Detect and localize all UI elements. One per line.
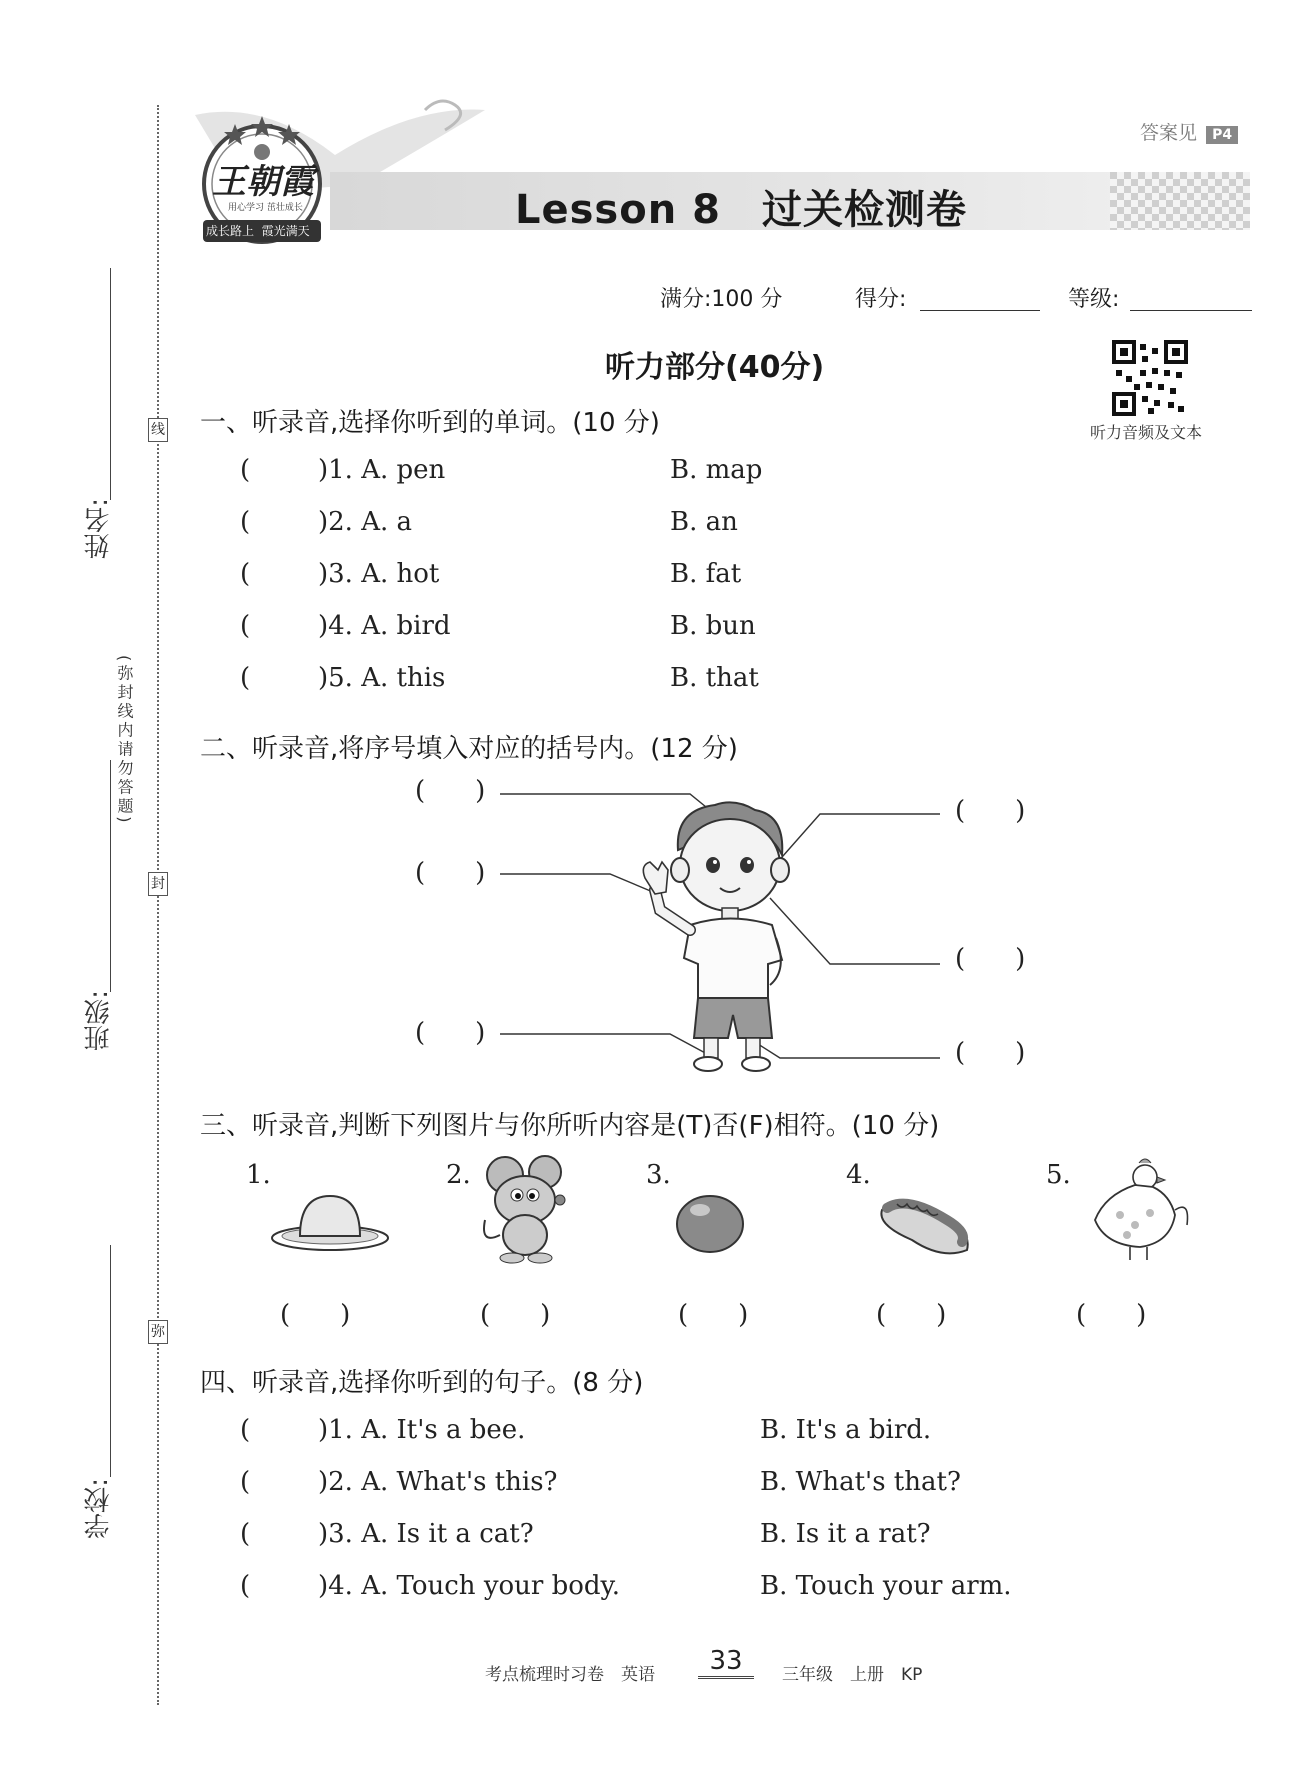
option-a: )1. A. It's a bee. bbox=[318, 1415, 526, 1445]
answer-bracket[interactable]: ( bbox=[240, 455, 251, 485]
page-title: Lesson 8 过关检测卷 bbox=[515, 187, 967, 233]
option-b: B. bun bbox=[670, 611, 756, 641]
label-bracket-right-2[interactable]: ( ) bbox=[955, 944, 1026, 974]
list-item bbox=[240, 663, 1040, 703]
school-blank-line[interactable] bbox=[110, 1245, 111, 1477]
page-number: 33 bbox=[698, 1646, 754, 1679]
picture-label-3: 3. bbox=[646, 1160, 671, 1190]
label-bracket-left-1[interactable]: ( ) bbox=[415, 776, 486, 806]
answer-bracket[interactable]: ( bbox=[240, 1415, 251, 1445]
option-b: B. fat bbox=[670, 559, 742, 589]
logo-slogan: 成长路上 霞光满天 bbox=[206, 224, 310, 238]
footer-right: 三年级 上册 KP bbox=[782, 1665, 923, 1685]
hen-picture bbox=[1075, 1155, 1195, 1265]
qr-caption: 听力音频及文本 bbox=[1090, 423, 1203, 442]
logo-name: 王朝霞 bbox=[212, 162, 314, 202]
section4-title: 四、听录音,选择你听到的句子。(8 分) bbox=[200, 1368, 644, 1398]
label-bracket-left-2[interactable]: ( ) bbox=[415, 858, 486, 888]
full-score: 满分:100 分 bbox=[660, 287, 783, 312]
qr-code-icon[interactable] bbox=[1112, 340, 1188, 416]
footer-left: 考点梳理时习卷 英语 bbox=[485, 1665, 655, 1685]
list-item bbox=[240, 1519, 1140, 1559]
tf-bracket-2[interactable]: ( ) bbox=[480, 1300, 551, 1330]
list-item bbox=[240, 507, 1040, 547]
tf-bracket-1[interactable]: ( ) bbox=[280, 1300, 351, 1330]
section2-title: 二、听录音,将序号填入对应的括号内。(12 分) bbox=[200, 734, 738, 764]
seal-mark-seal: 封 bbox=[148, 872, 168, 896]
picture-label-2: 2. bbox=[446, 1160, 471, 1190]
score-label: 得分: bbox=[855, 287, 907, 312]
picture-label-1: 1. bbox=[246, 1160, 271, 1190]
answer-reference: 答案见 P4 bbox=[1140, 118, 1238, 145]
option-b: B. an bbox=[670, 507, 738, 537]
option-b: B. Touch your arm. bbox=[760, 1571, 1012, 1601]
logo-motto: 用心学习 茁壮成长 bbox=[228, 203, 303, 213]
boy-illustration bbox=[500, 770, 950, 1080]
option-b: B. Is it a rat? bbox=[760, 1519, 931, 1549]
option-b: B. It's a bird. bbox=[760, 1415, 932, 1445]
bun-picture bbox=[268, 1178, 398, 1258]
picture-label-5: 5. bbox=[1046, 1160, 1071, 1190]
score-blank[interactable] bbox=[920, 310, 1040, 311]
seal-mark-mi: 弥 bbox=[148, 1320, 168, 1344]
option-a: )2. A. What's this? bbox=[318, 1467, 558, 1497]
answer-bracket[interactable]: ( bbox=[240, 611, 251, 641]
answer-bracket[interactable]: ( bbox=[240, 559, 251, 589]
option-b: B. What's that? bbox=[760, 1467, 961, 1497]
grade-label: 等级: bbox=[1068, 287, 1120, 312]
label-bracket-right-3[interactable]: ( ) bbox=[955, 1038, 1026, 1068]
option-a: )3. A. Is it a cat? bbox=[318, 1519, 534, 1549]
answer-bracket[interactable]: ( bbox=[240, 1467, 251, 1497]
option-a: )2. A. a bbox=[318, 507, 413, 537]
listening-part-title: 听力部分(40分) bbox=[605, 350, 825, 385]
seal-mark-line: 线 bbox=[148, 418, 168, 442]
class-blank-line[interactable] bbox=[110, 760, 111, 992]
answer-bracket[interactable]: ( bbox=[240, 1571, 251, 1601]
tf-bracket-3[interactable]: ( ) bbox=[678, 1300, 749, 1330]
option-a: )5. A. this bbox=[318, 663, 446, 693]
list-item bbox=[240, 1415, 1140, 1455]
seal-note: (弥封线内请勿答题) bbox=[115, 655, 134, 826]
class-label: 班级: bbox=[84, 990, 114, 1051]
name-blank-line[interactable] bbox=[110, 268, 111, 500]
answer-bracket[interactable]: ( bbox=[240, 1519, 251, 1549]
grade-blank[interactable] bbox=[1130, 310, 1252, 311]
option-b: B. map bbox=[670, 455, 763, 485]
school-label: 学校: bbox=[84, 1478, 114, 1539]
list-item bbox=[240, 1467, 1140, 1507]
checker-pattern bbox=[1110, 172, 1250, 230]
binding-dotted-line bbox=[157, 105, 159, 1705]
option-a: )1. A. pen bbox=[318, 455, 446, 485]
option-b: B. that bbox=[670, 663, 759, 693]
label-bracket-left-3[interactable]: ( ) bbox=[415, 1018, 486, 1048]
list-item bbox=[240, 559, 1040, 599]
option-a: )3. A. hot bbox=[318, 559, 440, 589]
tf-bracket-5[interactable]: ( ) bbox=[1076, 1300, 1147, 1330]
rat-picture bbox=[470, 1150, 590, 1265]
option-a: )4. A. Touch your body. bbox=[318, 1571, 621, 1601]
list-item bbox=[240, 611, 1040, 651]
list-item bbox=[240, 455, 1040, 495]
list-item bbox=[240, 1571, 1140, 1611]
tf-bracket-4[interactable]: ( ) bbox=[876, 1300, 947, 1330]
label-bracket-right-1[interactable]: ( ) bbox=[955, 796, 1026, 826]
answer-bracket[interactable]: ( bbox=[240, 663, 251, 693]
answer-bracket[interactable]: ( bbox=[240, 507, 251, 537]
option-a: )4. A. bird bbox=[318, 611, 451, 641]
section1-title: 一、听录音,选择你听到的单词。(10 分) bbox=[200, 408, 660, 438]
egg-picture bbox=[670, 1188, 760, 1260]
hotdog-picture bbox=[872, 1180, 982, 1265]
section3-title: 三、听录音,判断下列图片与你所听内容是(T)否(F)相符。(10 分) bbox=[200, 1111, 940, 1141]
picture-label-4: 4. bbox=[846, 1160, 871, 1190]
name-label: 姓名: bbox=[84, 498, 114, 559]
